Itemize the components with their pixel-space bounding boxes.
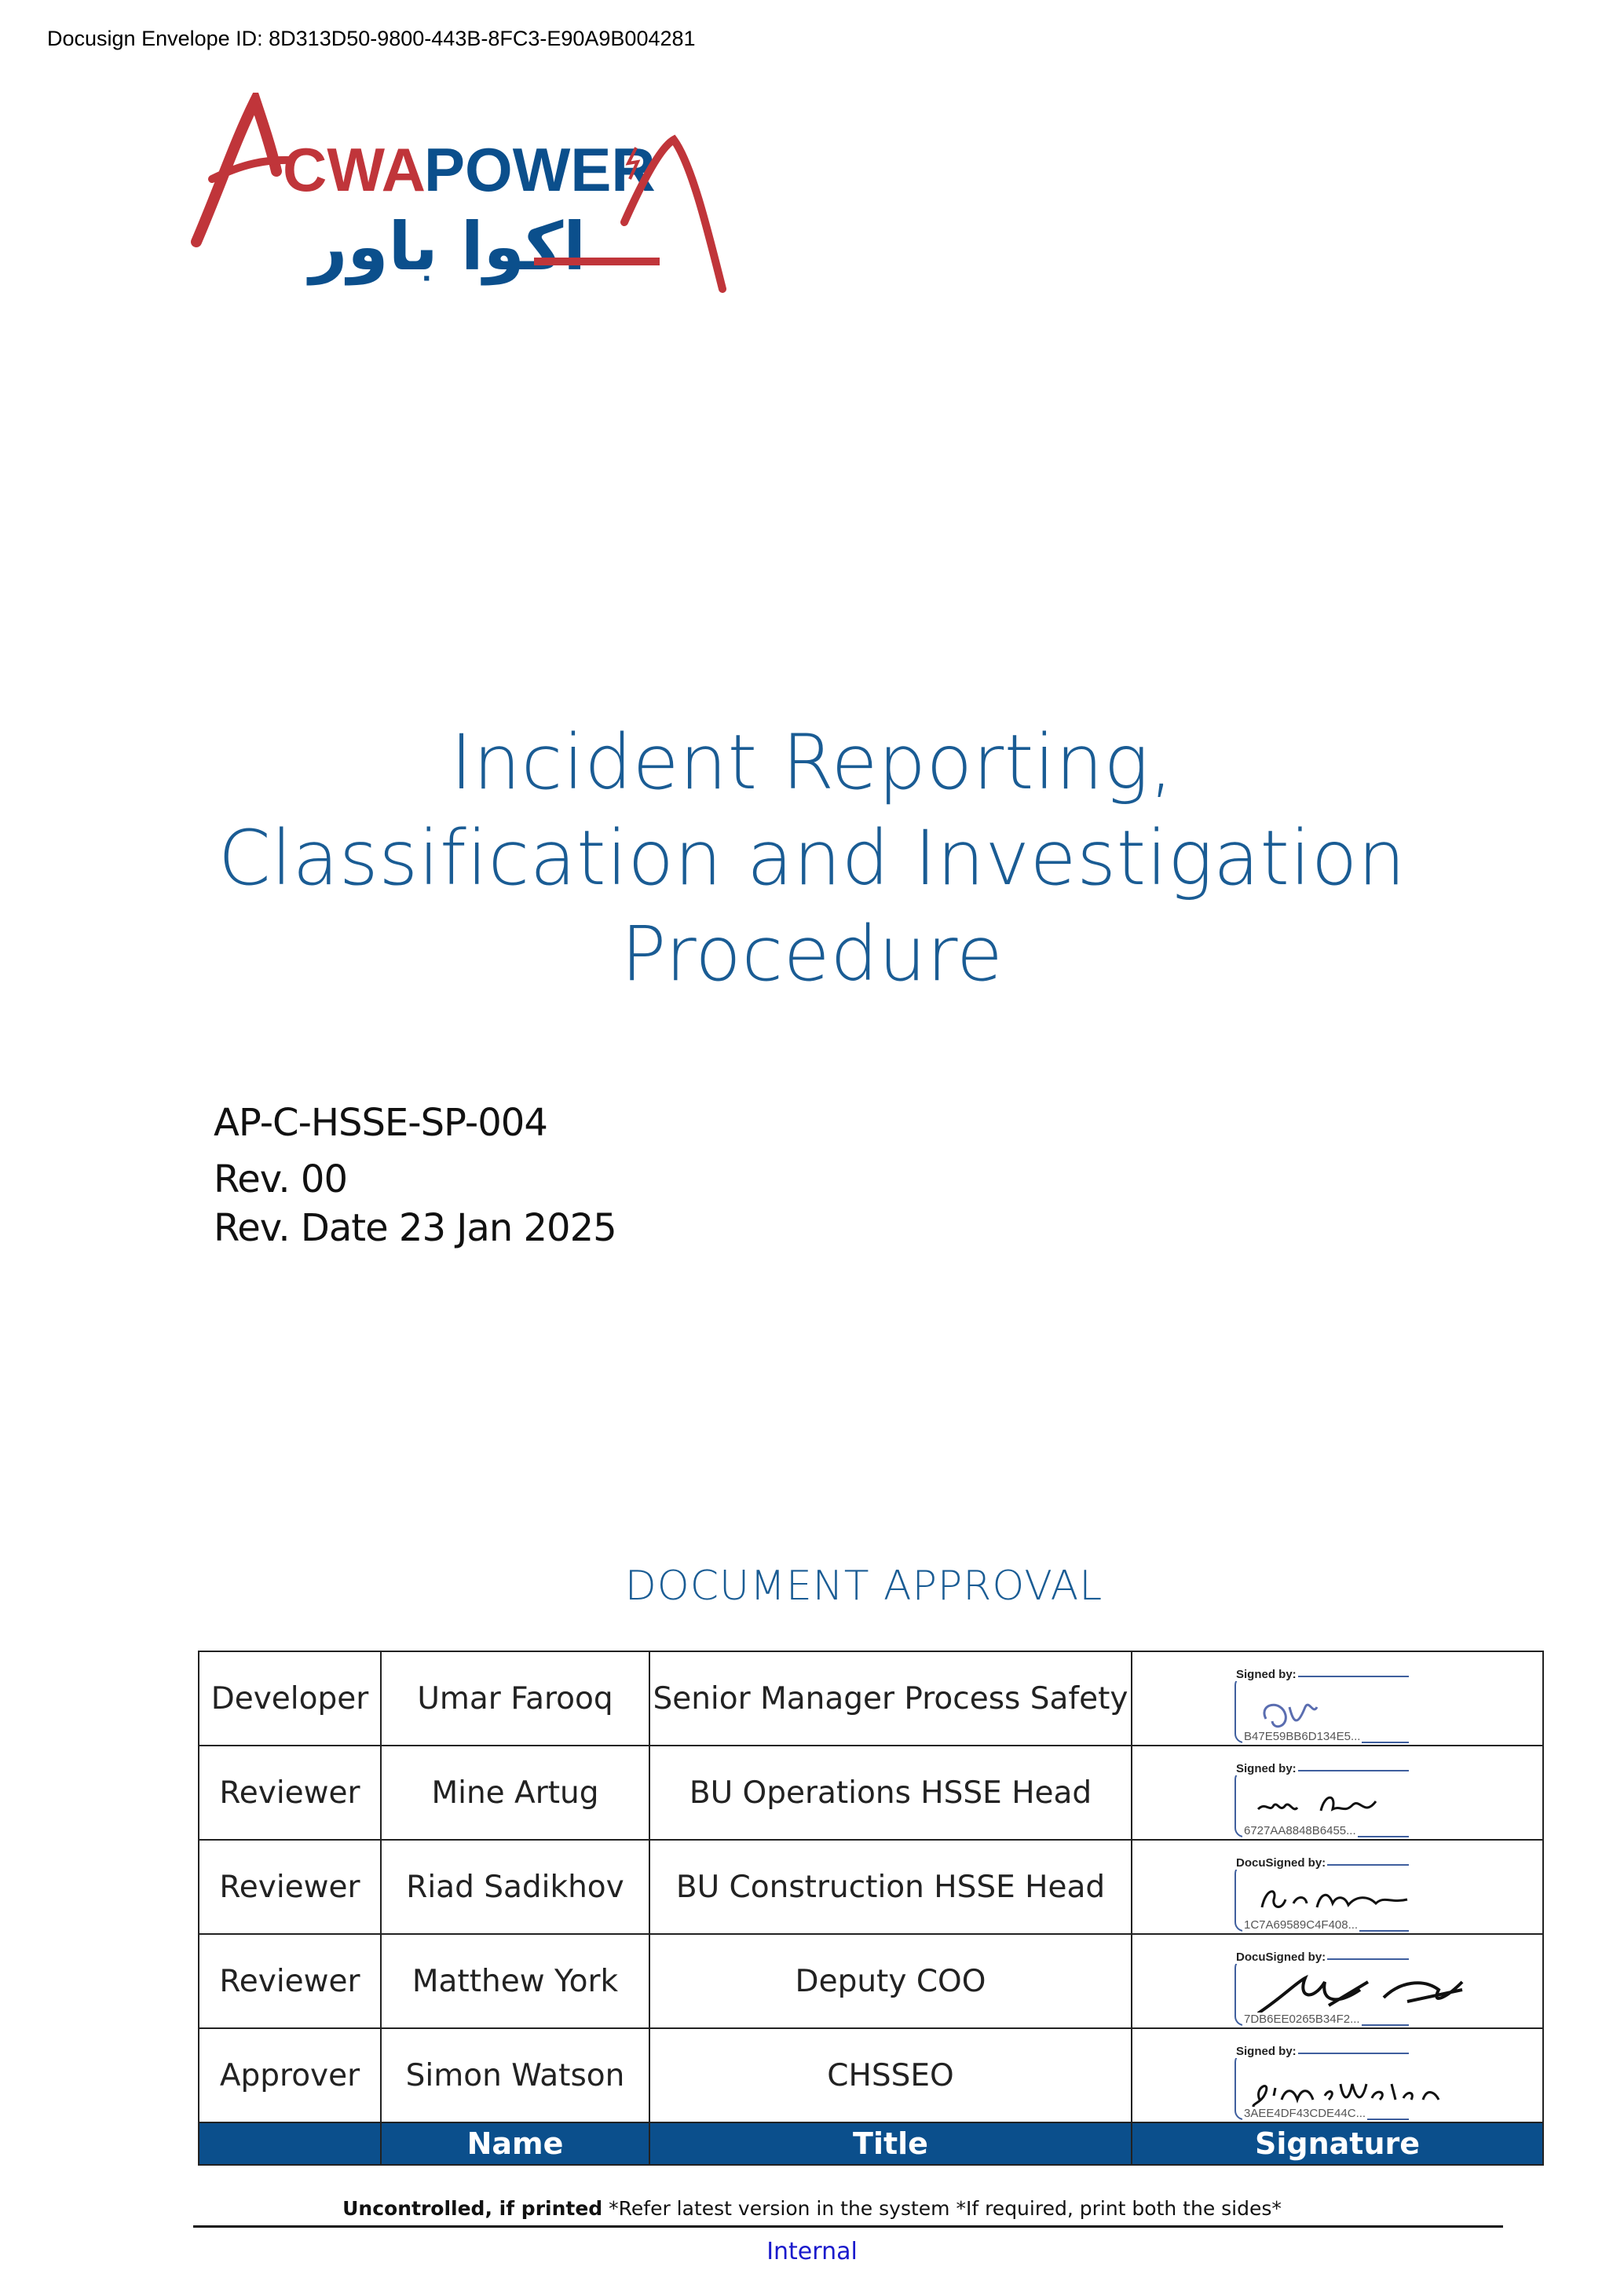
- signature-cell: [1132, 1746, 1543, 1840]
- role-header: [199, 2122, 381, 2165]
- footer-divider: [193, 2225, 1503, 2228]
- svg-text:اكوا باور: اكوا باور: [309, 208, 586, 285]
- title-line-2: Classification and Investigation: [218, 814, 1406, 902]
- role-cell: Reviewer: [199, 1746, 381, 1840]
- signature-hash: 6727AA8848B6455...: [1244, 1824, 1356, 1837]
- title-cell: BU Operations HSSE Head: [649, 1746, 1132, 1840]
- acwa-power-logo: [188, 93, 738, 298]
- role-cell: Approver: [199, 2028, 381, 2122]
- title-line-3: Procedure: [620, 910, 1004, 998]
- name-cell: Simon Watson: [381, 2028, 649, 2122]
- signature-label: DocuSigned by:: [1236, 1856, 1326, 1870]
- approval-heading: DOCUMENT APPROVAL: [624, 1563, 1103, 1610]
- revision-date: Rev. Date 23 Jan 2025: [214, 1206, 616, 1250]
- name-cell: Matthew York: [381, 1934, 649, 2028]
- document-title: [79, 715, 1545, 1002]
- signature-hash: B47E59BB6D134E5...: [1244, 1730, 1361, 1743]
- role-cell: Developer: [199, 1651, 381, 1746]
- signature-hash: 7DB6EE0265B34F2...: [1244, 2013, 1360, 2026]
- signature-label: DocuSigned by:: [1236, 1951, 1326, 1964]
- footer-note-text: *Refer latest version in the system *If required, print both the sides*: [602, 2197, 1282, 2220]
- role-cell: Reviewer: [199, 1840, 381, 1934]
- signature-cell: [1132, 1651, 1543, 1746]
- approval-table: [198, 1651, 1544, 2166]
- signature-cell: [1132, 1840, 1543, 1934]
- signature-cell: [1132, 2028, 1543, 2122]
- svg-text:POWER: POWER: [424, 135, 656, 204]
- classification-label: Internal: [766, 2238, 858, 2265]
- name-cell: Umar Farooq: [381, 1651, 649, 1746]
- title-cell: Deputy COO: [649, 1934, 1132, 2028]
- title-line-1: Incident Reporting,: [450, 718, 1174, 806]
- name-cell: Mine Artug: [381, 1746, 649, 1840]
- name-cell: Riad Sadikhov: [381, 1840, 649, 1934]
- approval-header-row: [199, 2122, 1543, 2165]
- signature-label: Signed by:: [1236, 1668, 1297, 1681]
- document-number: AP-C-HSSE-SP-004: [214, 1101, 547, 1145]
- approval-row: [199, 1651, 1543, 1746]
- footer-note-bold: Uncontrolled, if printed: [342, 2197, 603, 2220]
- approval-row: [199, 1746, 1543, 1840]
- envelope-id: Docusign Envelope ID: 8D313D50-9800-443B-8FC3-E90A9B004281: [47, 27, 696, 50]
- title-cell: BU Construction HSSE Head: [649, 1840, 1132, 1934]
- title-cell: Senior Manager Process Safety: [649, 1651, 1132, 1746]
- signature-label: Signed by:: [1236, 1762, 1297, 1775]
- approval-row: [199, 1934, 1543, 2028]
- name-header: Name: [381, 2122, 649, 2165]
- revision-number: Rev. 00: [214, 1157, 347, 1201]
- title-header: Title: [649, 2122, 1132, 2165]
- svg-text:CWA: CWA: [283, 135, 426, 204]
- title-cell: CHSSEO: [649, 2028, 1132, 2122]
- signature-cell: [1132, 1934, 1543, 2028]
- signature-label: Signed by:: [1236, 2045, 1297, 2058]
- approval-row: [199, 1840, 1543, 1934]
- approval-row: [199, 2028, 1543, 2122]
- signature-hash: 3AEE4DF43CDE44C...: [1244, 2107, 1366, 2120]
- footer-note: [79, 2197, 1545, 2220]
- signature-header: Signature: [1132, 2122, 1543, 2165]
- role-cell: Reviewer: [199, 1934, 381, 2028]
- signature-hash: 1C7A69589C4F408...: [1244, 1918, 1359, 1932]
